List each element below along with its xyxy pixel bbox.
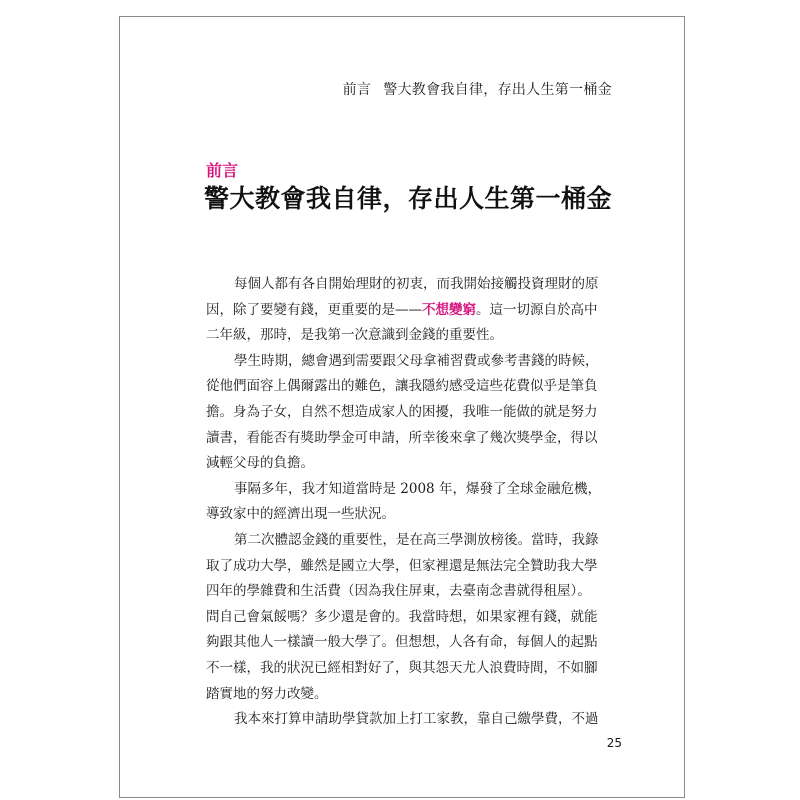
running-header-label: 前言 bbox=[342, 82, 372, 98]
running-header-title: 警大教會我自律，存出人生第一桶金 bbox=[383, 82, 612, 98]
paragraph-4-line-7: 踏實地的努力改變。 bbox=[206, 685, 328, 702]
running-header bbox=[343, 79, 612, 99]
paragraph-1-line-1: 每個人都有各自開始理財的初衷，而我開始接觸投資理財的原 bbox=[234, 276, 599, 292]
book-page bbox=[119, 16, 685, 798]
paragraph-4-line-4: 問自己會氣餒嗎？多少還是會的。我當時想，如果家裡有錢，就能 bbox=[206, 608, 598, 625]
paragraph-2-line-5: 減輕父母的負擔。 bbox=[206, 455, 314, 472]
paragraph-4-line-2: 取了成功大學，雖然是國立大學，但家裡還是無法完全贊助我大學 bbox=[206, 557, 598, 574]
paragraph-1-line-3: 二年級，那時，是我第一次意識到金錢的重要性。 bbox=[206, 327, 503, 344]
paragraph-2-line-3: 擔。身為子女，自然不想造成家人的困擾，我唯一能做的就是努力 bbox=[206, 403, 598, 420]
paragraph-4-line-1: 第二次體認金錢的重要性，是在高三學測放榜後。當時，我錄 bbox=[234, 531, 599, 548]
chapter-label: 前言 bbox=[206, 161, 239, 180]
paragraph-4-line-5: 夠跟其他人一樣讀一般大學了。但想想，人各有命，每個人的起點 bbox=[206, 634, 598, 651]
paragraph-2-line-2: 從他們面容上偶爾露出的難色，讓我隱約感受這些花費似乎是筆負 bbox=[206, 378, 598, 395]
paragraph-1-line-2-pre: 因，除了要變有錢，更重要的是—— bbox=[206, 301, 422, 318]
paragraph-2-line-4: 讀書，看能否有獎助學金可申請，所幸後來拿了幾次獎學金，得以 bbox=[206, 429, 598, 446]
paragraph-2-line-1: 學生時期，總會遇到需要跟父母拿補習費或參考書錢的時候， bbox=[234, 352, 599, 369]
page-number: 25 bbox=[606, 736, 622, 750]
body-text bbox=[206, 272, 614, 733]
chapter-title: 警大教會我自律，存出人生第一桶金 bbox=[204, 184, 613, 213]
paragraph-1-line-2-post: 。這一切源自於高中 bbox=[476, 301, 598, 318]
paragraph-3-line-2: 導致家中的經濟出現一些狀況。 bbox=[206, 506, 395, 523]
paragraph-4-line-6: 不一樣，我的狀況已經相對好了，與其怨天尤人浪費時間，不如腳 bbox=[206, 659, 598, 676]
paragraph-1-line-2 bbox=[206, 298, 614, 324]
highlight-text: 不想變窮 bbox=[422, 301, 476, 318]
paragraph-4-line-3: 四年的學雜費和生活費（因為我住屏東，去臺南念書就得租屋）。 bbox=[206, 583, 591, 600]
paragraph-5-line-1: 我本來打算申請助學貸款加上打工家教，靠自己繳學費，不過 bbox=[234, 711, 599, 728]
paragraph-3-line-1: 事隔多年，我才知道當時是 2008 年，爆發了全球金融危機， bbox=[234, 480, 601, 497]
